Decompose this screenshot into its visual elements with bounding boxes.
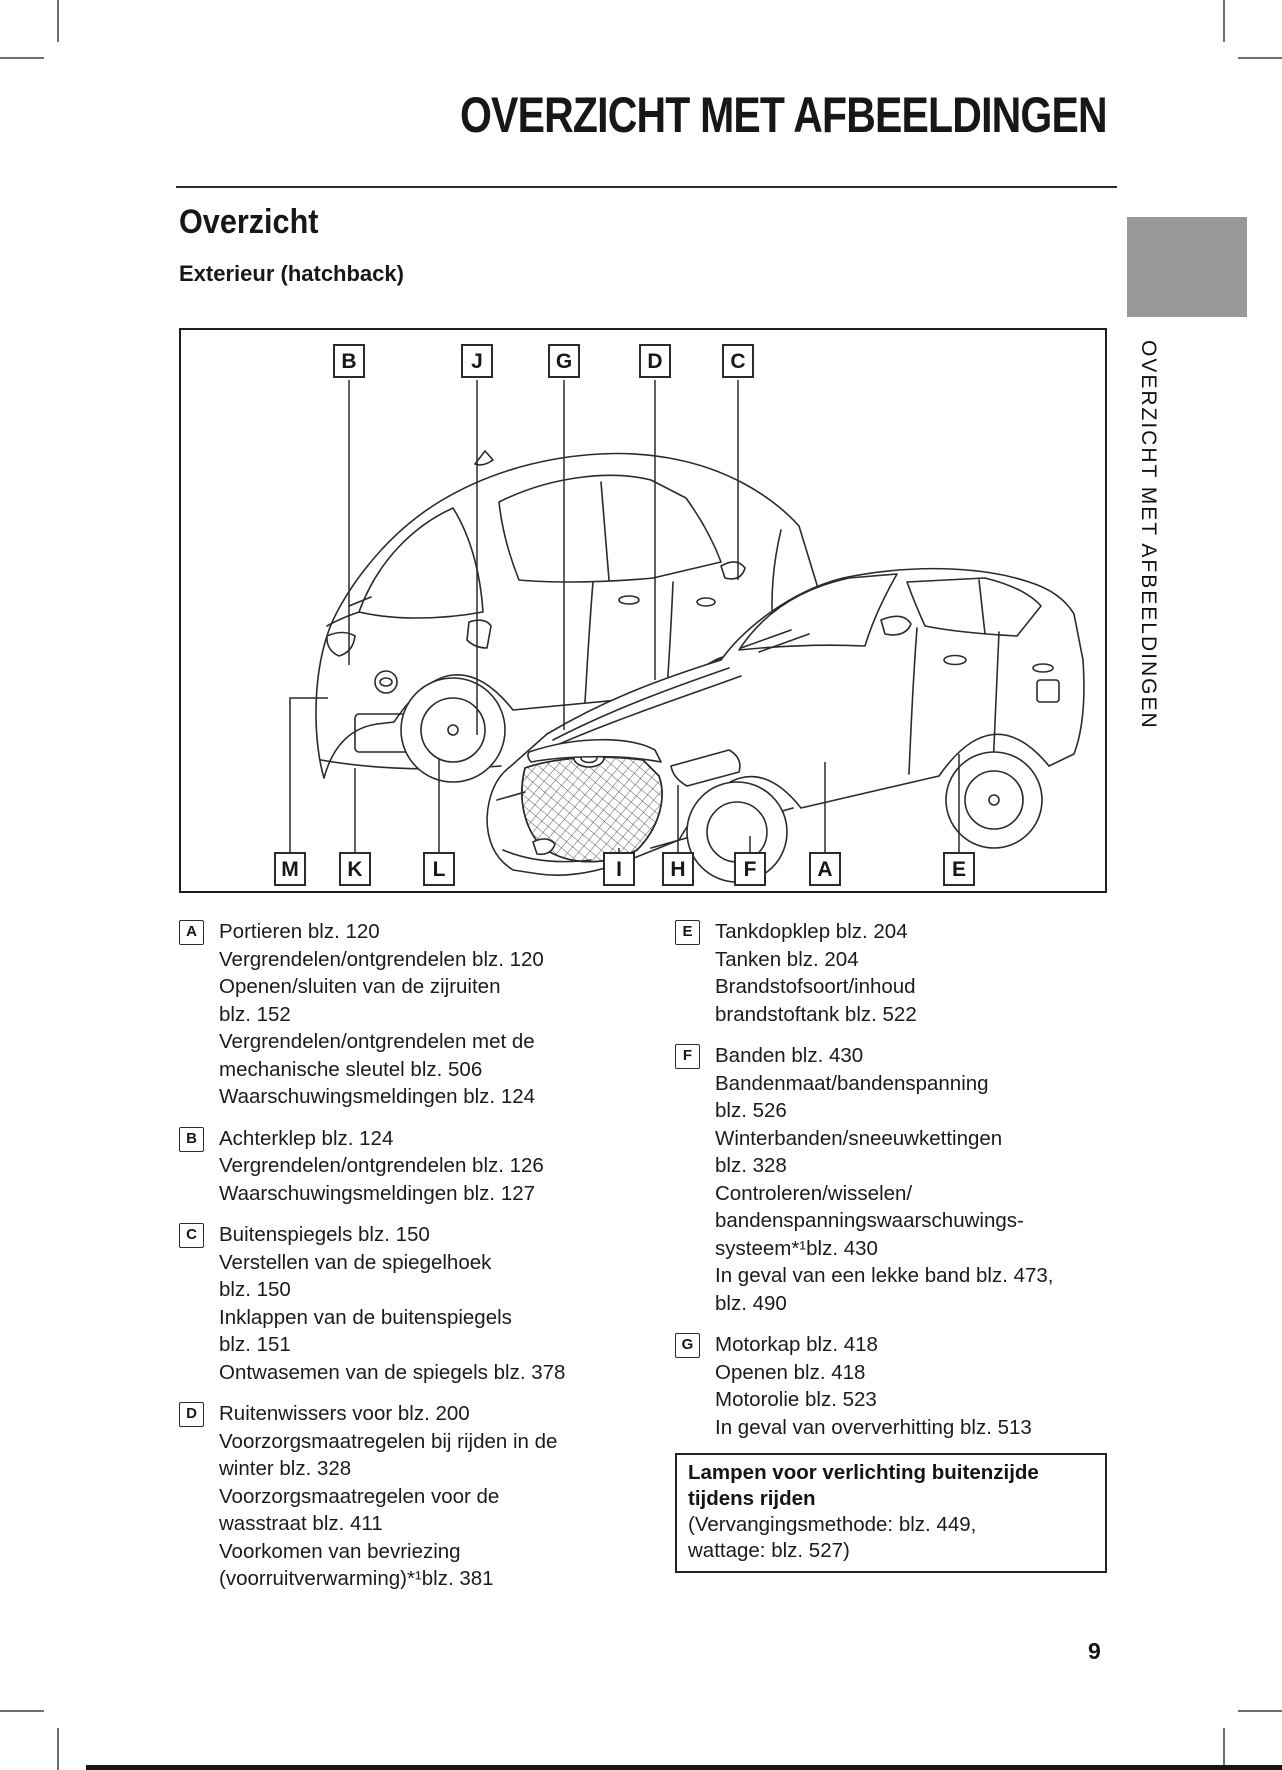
legend-text-line: Tankdopklep blz. 204 xyxy=(715,920,908,943)
legend-item-A xyxy=(179,918,625,1111)
legend-letter-D: D xyxy=(179,1402,204,1427)
exterior-diagram xyxy=(179,328,1107,893)
legend-letter-B: B xyxy=(179,1127,204,1152)
legend-text-line: Waarschuwingsmeldingen blz. 124 xyxy=(219,1085,536,1108)
note-title-line: tijdens rijden xyxy=(688,1487,816,1510)
diagram-callout-L: L xyxy=(423,852,455,886)
legend-item-F xyxy=(675,1042,1107,1317)
trim-mark-top-left-v xyxy=(57,0,59,42)
trim-mark-bottom-left-v xyxy=(57,1728,59,1770)
section-title: Overzicht xyxy=(179,203,319,241)
note-detail-line: wattage: blz. 527) xyxy=(688,1539,850,1562)
note-detail-line: (Vervangingsmethode: blz. 449, xyxy=(688,1513,977,1536)
diagram-callout-B: B xyxy=(333,344,365,378)
note-title-line: Lampen voor verlichting buitenzijde xyxy=(688,1461,1039,1484)
trim-mark-top-left-h xyxy=(0,57,44,59)
legend-column-left xyxy=(179,918,625,1593)
legend-letter-E: E xyxy=(675,920,700,945)
legend-letter-C: C xyxy=(179,1223,204,1248)
legend-letter-G: G xyxy=(675,1333,700,1358)
legend-letter-A: A xyxy=(179,920,204,945)
legend-text-line: Motorkap blz. 418 xyxy=(715,1333,878,1356)
chapter-tab-square xyxy=(1127,217,1247,317)
legend-text-line: In geval van oververhitting blz. 513 xyxy=(715,1415,1032,1439)
legend-text-line: In geval van een lekke band blz. 473, xyxy=(715,1264,1054,1287)
legend-text-line: Vergrendelen/ontgrendelen blz. 126 xyxy=(219,1154,544,1177)
legend-item-G xyxy=(675,1331,1107,1441)
legend-text-line: Vergrendelen/ontgrendelen met de xyxy=(219,1030,535,1053)
legend-text-line: Voorzorgsmaatregelen bij rijden in de xyxy=(219,1429,558,1453)
legend-text-line: Bandenmaat/bandenspanning xyxy=(715,1071,989,1095)
subsection-title: Exterieur (hatchback) xyxy=(179,261,404,286)
legend-text-line: Voorzorgsmaatregelen voor de xyxy=(219,1484,500,1508)
sidebar-chapter-label: OVERZICHT MET AFBEELDINGEN xyxy=(1137,340,1160,730)
legend-text-line: blz. 526 xyxy=(715,1099,787,1122)
diagram-callout-D: D xyxy=(639,344,671,378)
trim-mark-top-right-h xyxy=(1238,57,1282,59)
legend-text-line: Controleren/wisselen/ xyxy=(715,1181,913,1205)
legend-item-B xyxy=(179,1125,625,1208)
legend-text-line: Buitenspiegels blz. 150 xyxy=(219,1223,430,1246)
legend-text-line: wasstraat blz. 411 xyxy=(219,1512,383,1535)
legend-text-line: blz. 150 xyxy=(219,1278,291,1301)
legend-text-line: Tanken blz. 204 xyxy=(715,947,859,971)
diagram-callout-C: C xyxy=(722,344,754,378)
legend-text-line: systeem*¹blz. 430 xyxy=(715,1236,878,1260)
bottom-scan-bar xyxy=(86,1765,1282,1770)
legend-text-line: Winterbanden/sneeuwkettingen xyxy=(715,1126,1003,1150)
legend-text-line: Portieren blz. 120 xyxy=(219,920,380,943)
legend-text-line: brandstoftank blz. 522 xyxy=(715,1002,917,1026)
legend-text-line: Brandstofsoort/inhoud xyxy=(715,975,916,998)
page-title: OVERZICHT MET AFBEELDINGEN xyxy=(460,87,1107,143)
trim-mark-bottom-right-h xyxy=(1238,1710,1282,1712)
legend-text-line: Ruitenwissers voor blz. 200 xyxy=(219,1402,470,1425)
legend-column-right xyxy=(675,918,1107,1573)
legend-text-line: bandenspanningswaarschuwings- xyxy=(715,1209,1024,1232)
legend-text-line: Achterklep blz. 124 xyxy=(219,1126,394,1150)
legend-text-line: blz. 151 xyxy=(219,1333,291,1356)
legend-text-line: Motorolie blz. 523 xyxy=(715,1388,877,1411)
legend-letter-F: F xyxy=(675,1044,700,1069)
legend-text-line: Verstellen van de spiegelhoek xyxy=(219,1250,492,1274)
legend-text-line: Voorkomen van bevriezing xyxy=(219,1539,461,1563)
diagram-callout-F: F xyxy=(734,852,766,886)
diagram-callout-G: G xyxy=(548,344,580,378)
trim-mark-bottom-right-v xyxy=(1223,1728,1225,1770)
legend-text-line: winter blz. 328 xyxy=(219,1457,352,1480)
legend-text-line: Waarschuwingsmeldingen blz. 127 xyxy=(219,1181,536,1205)
legend-text-line: Openen/sluiten van de zijruiten xyxy=(219,975,501,998)
page-number: 9 xyxy=(1088,1638,1101,1664)
diagram-callout-E: E xyxy=(943,852,975,886)
diagram-callout-K: K xyxy=(339,852,371,886)
trim-mark-top-right-v xyxy=(1223,0,1225,42)
legend-item-E xyxy=(675,918,1107,1028)
car-illustration xyxy=(181,330,1105,891)
legend-item-D xyxy=(179,1400,625,1593)
legend-text-line: Inklappen van de buitenspiegels xyxy=(219,1305,512,1329)
diagram-callout-H: H xyxy=(662,852,694,886)
legend-item-C xyxy=(179,1221,625,1386)
legend-text-line: Banden blz. 430 xyxy=(715,1044,864,1067)
trim-mark-bottom-left-h xyxy=(0,1710,44,1712)
legend-text-line: mechanische sleutel blz. 506 xyxy=(219,1057,483,1081)
legend-text-line: Openen blz. 418 xyxy=(715,1360,866,1384)
diagram-callout-I: I xyxy=(603,852,635,886)
legend-text-line: (voorruitverwarming)*¹blz. 381 xyxy=(219,1567,494,1590)
lighting-note-box xyxy=(675,1453,1107,1573)
legend-text-line: blz. 490 xyxy=(715,1291,787,1315)
diagram-callout-M: M xyxy=(274,852,306,886)
diagram-callout-J: J xyxy=(461,344,493,378)
legend-text-line: blz. 328 xyxy=(715,1154,787,1177)
title-divider xyxy=(176,186,1117,188)
legend-text-line: blz. 152 xyxy=(219,1002,291,1026)
diagram-callout-A: A xyxy=(809,852,841,886)
legend-text-line: Vergrendelen/ontgrendelen blz. 120 xyxy=(219,947,544,971)
legend-text-line: Ontwasemen van de spiegels blz. 378 xyxy=(219,1360,566,1384)
